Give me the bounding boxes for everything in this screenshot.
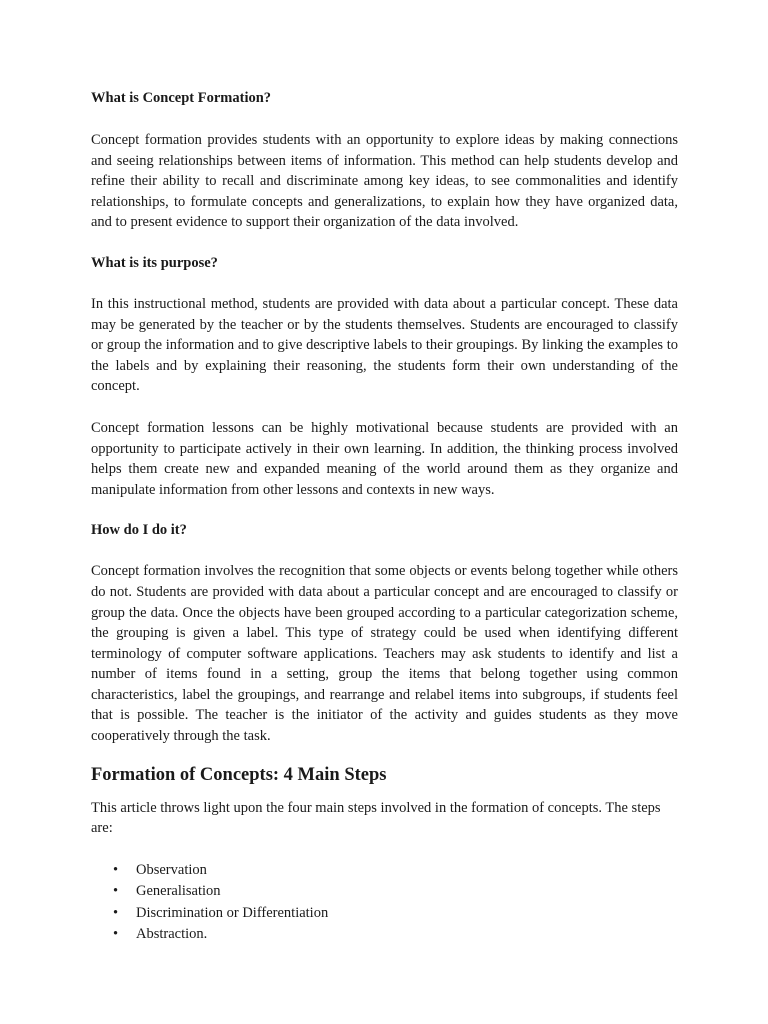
heading-how-do-i-do-it: How do I do it? <box>91 522 187 539</box>
steps-list <box>91 860 678 946</box>
list-item-label: Abstraction. <box>136 926 208 943</box>
paragraph-concept-formation-definition: Concept formation provides students with an opportunity to explore ideas by making connections and seeing relationships between items of information. This method can help students develop and refine their ability to recall and discriminate among key ideas, to see commonalities and identify relationships, to formulate concepts and generalizations, to explain how they have organized data, and to present evidence to support their organization of the data involved. <box>91 132 678 231</box>
section-title-formation-of-concepts: Formation of Concepts: 4 Main Steps <box>91 764 387 785</box>
bullet-icon: • <box>113 883 119 900</box>
list-item-label: Observation <box>136 861 207 878</box>
list-item <box>91 860 678 882</box>
list-item-label: Discrimination or Differentiation <box>136 904 329 921</box>
list-item <box>91 924 678 946</box>
list-item <box>91 881 678 903</box>
heading-what-is-its-purpose: What is its purpose? <box>91 254 218 271</box>
paragraph-how-to: Concept formation involves the recognition that some objects or events belong together while others do not. Students are provided with data about a particular concept and are encouraged to classify or group the data. Once the objects have been grouped according to a particular categorization scheme, the grouping is given a label. This type of strategy could be used when identifying different terminology of computer software applications. Teachers may ask students to identify and list a number of items found in a setting, group the items that belong together using common characteristics, label the groupings, and rearrange and relabel items into subgroups, if students feel that is possible. The teacher is the initiator of the activity and guides students as they move cooperatively through the task. <box>91 563 678 745</box>
list-item-label: Generalisation <box>136 883 221 900</box>
paragraph-motivational-lessons: Concept formation lessons can be highly motivational because students are provided with an opportunity to participate actively in their own learning. In addition, the thinking process involved helps them create new and expanded meaning of the world around them as they organize and manipulate information from other lessons and contexts in new ways. <box>91 419 678 498</box>
list-item <box>91 903 678 925</box>
heading-what-is-concept-formation: What is Concept Formation? <box>91 90 272 106</box>
document-page <box>91 88 678 946</box>
paragraph-instructional-method: In this instructional method, students are provided with data about a particular concept. These data may be generated by the teacher or by the students themselves. Students are encouraged to classify or group the information and to give descriptive labels to their groupings. By linking the examples to the labels and by explaining their reasoning, the students form their own understanding of the concept. <box>91 295 678 395</box>
paragraph-section-intro: This article throws light upon the four main steps involved in the formation of concepts. The steps are: <box>91 799 661 837</box>
bullet-icon: • <box>113 904 119 921</box>
bullet-icon: • <box>113 861 119 878</box>
bullet-icon: • <box>113 926 119 943</box>
